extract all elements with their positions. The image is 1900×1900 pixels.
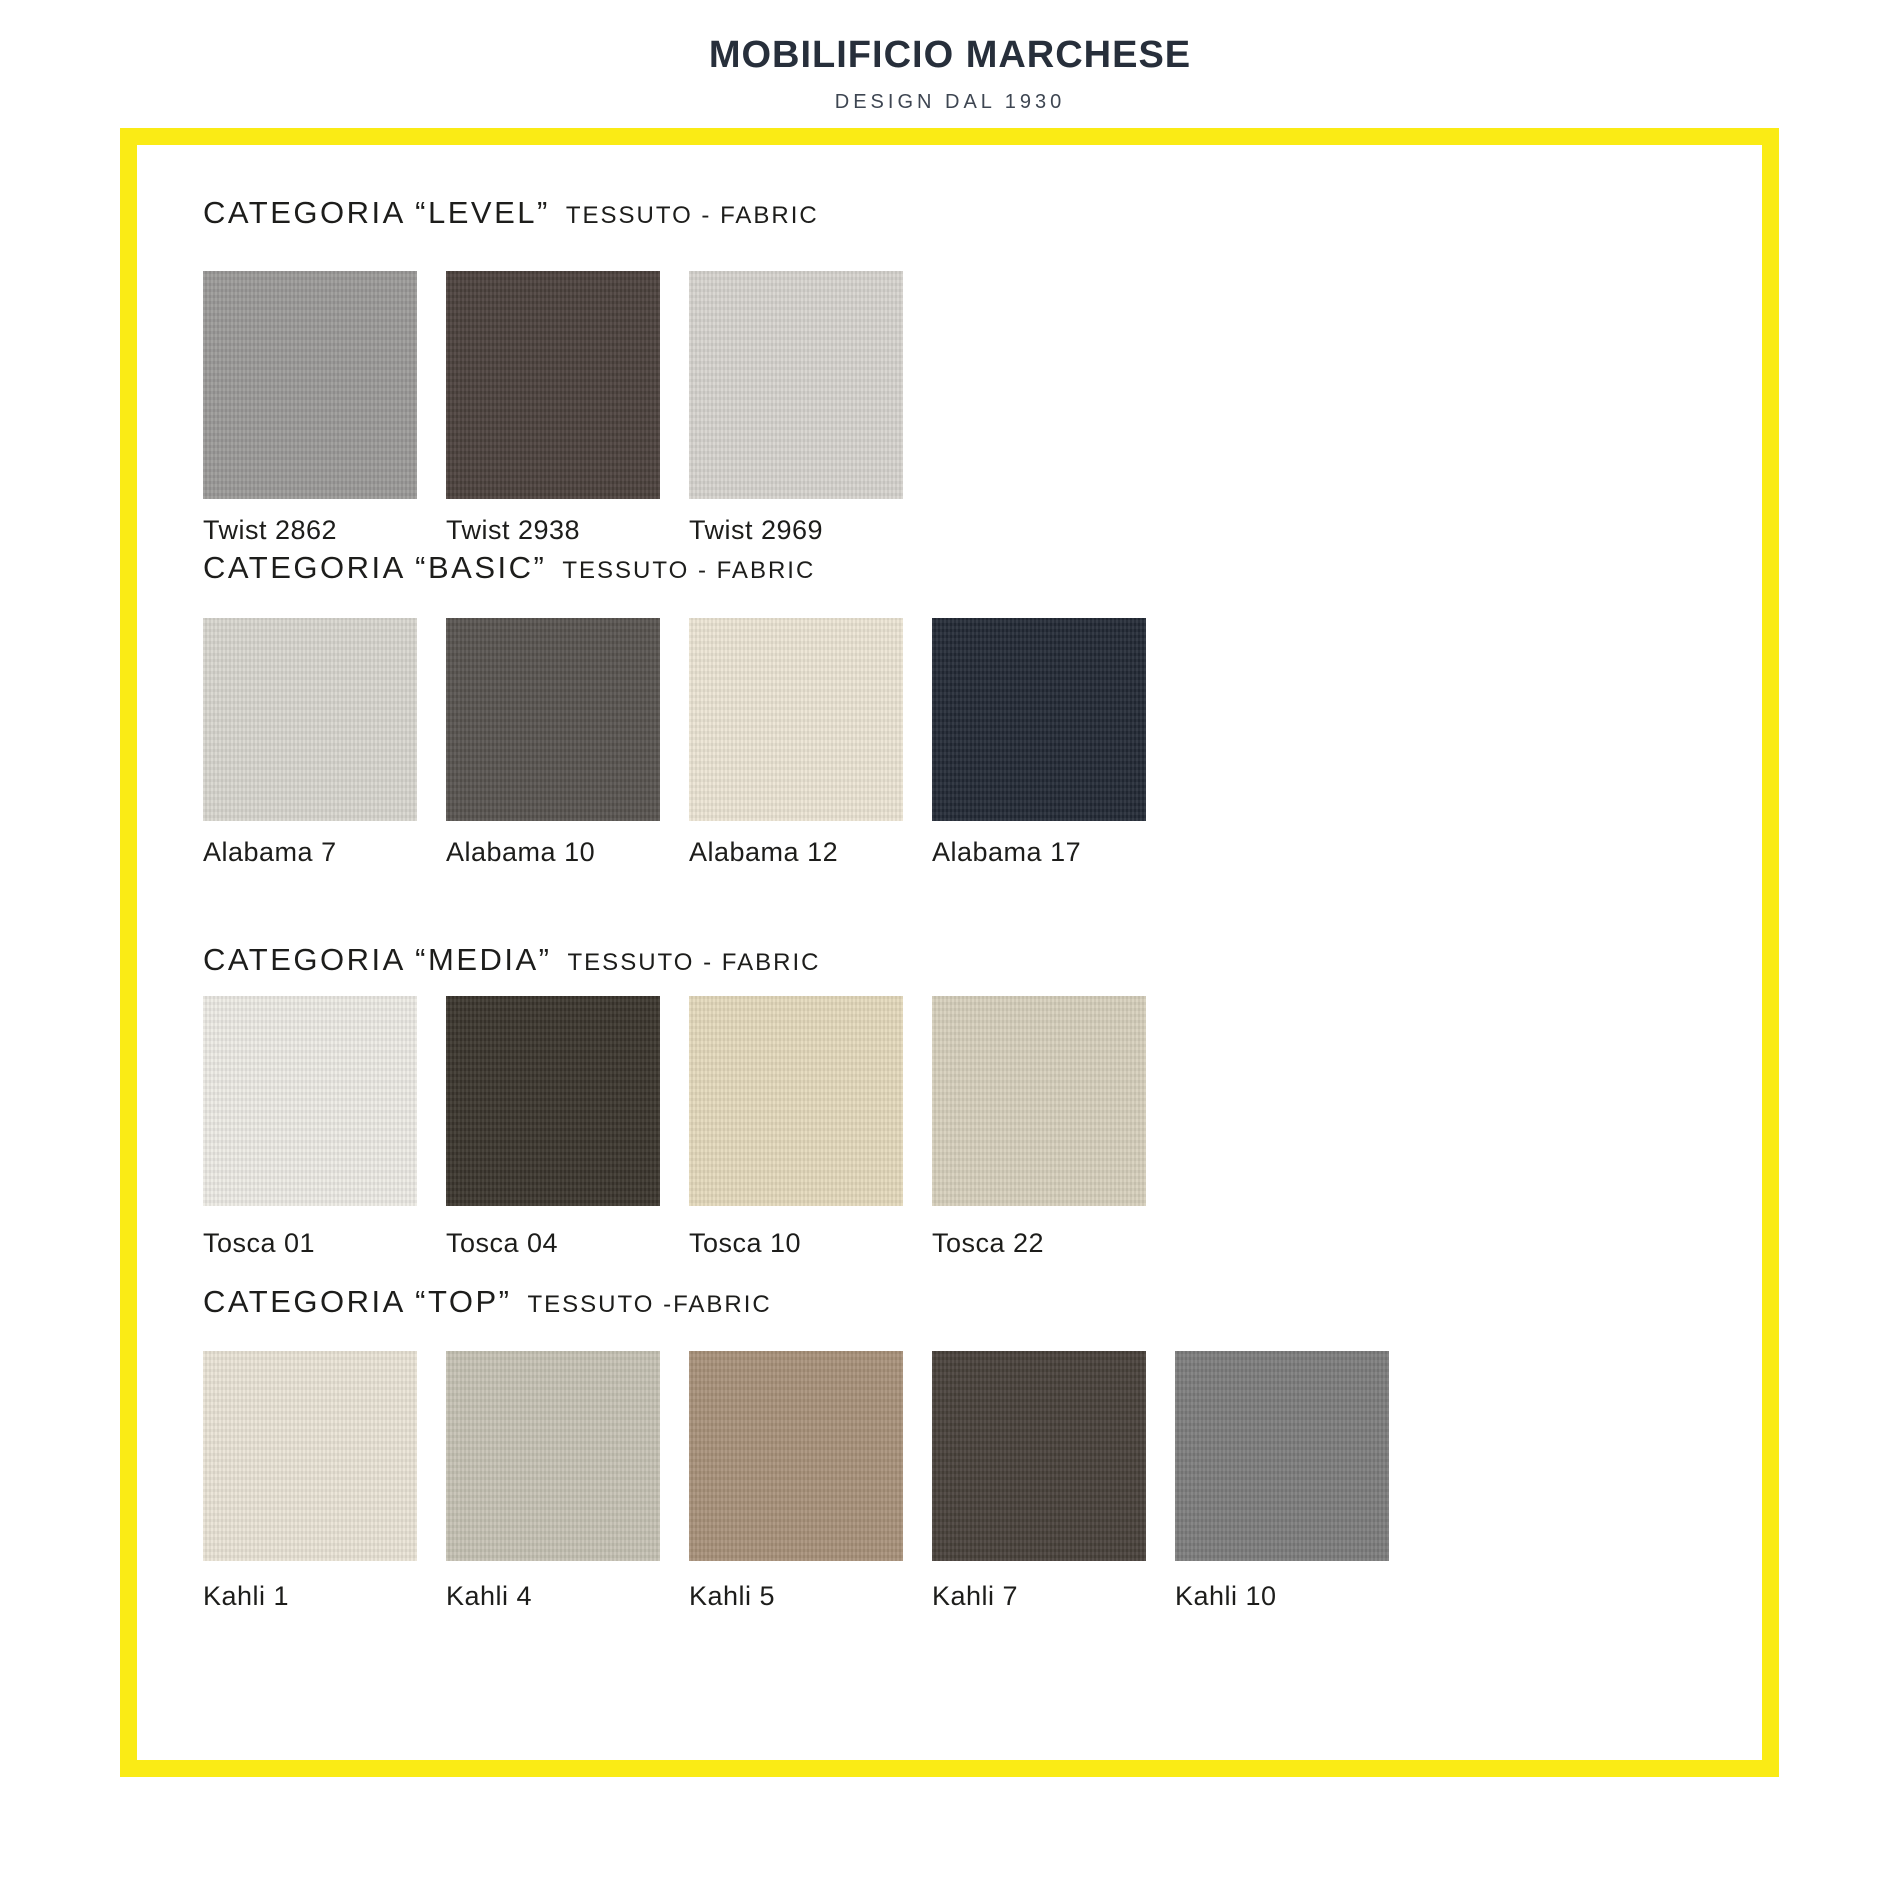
fabric-swatch-image	[689, 1351, 903, 1561]
swatch-label: Kahli 4	[446, 1581, 533, 1611]
fabric-category-section	[203, 941, 1146, 1259]
fabric-swatch	[689, 996, 903, 1259]
section-title: CATEGORIA “BASIC”	[203, 550, 547, 585]
section-title: CATEGORIA “LEVEL”	[203, 195, 550, 230]
section-header	[203, 549, 1146, 590]
fabric-swatch-image	[203, 996, 417, 1206]
fabric-swatch-image	[932, 996, 1146, 1206]
swatch-label: Tosca 10	[689, 1228, 802, 1258]
swatch-label: Twist 2969	[689, 515, 824, 545]
section-header	[203, 941, 1146, 982]
fabric-swatch-image	[446, 1351, 660, 1561]
fabric-swatch	[1175, 1351, 1389, 1612]
fabric-swatch	[203, 618, 417, 868]
section-header	[203, 1283, 1389, 1324]
fabric-swatch	[446, 271, 660, 546]
section-subtitle: TESSUTO - FABRIC	[565, 202, 819, 229]
fabric-swatch-image	[446, 271, 660, 499]
swatch-label: Twist 2938	[446, 515, 581, 545]
fabric-swatch-image	[446, 996, 660, 1206]
fabric-category-section	[203, 549, 1146, 868]
fabric-swatch-image	[932, 1351, 1146, 1561]
swatch-label: Kahli 10	[1175, 1581, 1277, 1611]
fabric-swatch	[446, 1351, 660, 1612]
swatch-label: Alabama 12	[689, 837, 839, 867]
fabric-swatch	[689, 1351, 903, 1612]
fabric-swatch	[932, 1351, 1146, 1612]
swatch-label: Alabama 7	[203, 837, 337, 867]
fabric-swatch-image	[203, 618, 417, 821]
fabric-swatch	[446, 618, 660, 868]
fabric-category-section	[203, 194, 903, 546]
section-title: CATEGORIA “TOP”	[203, 1284, 512, 1319]
fabric-swatch-image	[203, 271, 417, 499]
fabric-swatch-image	[689, 271, 903, 499]
swatch-row	[203, 1351, 1389, 1612]
fabric-swatch	[203, 1351, 417, 1612]
swatch-label: Kahli 5	[689, 1581, 776, 1611]
section-title: CATEGORIA “MEDIA”	[203, 942, 552, 977]
fabric-swatch	[446, 996, 660, 1259]
swatch-label: Alabama 17	[932, 837, 1082, 867]
fabric-swatch	[203, 271, 417, 546]
swatch-label: Tosca 04	[446, 1228, 559, 1258]
brand-tagline: DESIGN DAL 1930	[834, 91, 1066, 113]
swatch-label: Tosca 01	[203, 1228, 316, 1258]
swatch-label: Twist 2862	[203, 515, 338, 545]
fabric-category-section	[203, 1283, 1389, 1612]
fabric-swatch	[932, 996, 1146, 1259]
fabric-swatch-image	[689, 618, 903, 821]
swatch-label: Kahli 7	[932, 1581, 1019, 1611]
fabric-swatch	[689, 618, 903, 868]
fabric-swatch-image	[1175, 1351, 1389, 1561]
section-subtitle: TESSUTO -FABRIC	[527, 1291, 772, 1318]
swatch-label: Alabama 10	[446, 837, 596, 867]
swatch-row	[203, 618, 1146, 868]
section-header	[203, 194, 903, 235]
fabric-swatch	[689, 271, 903, 546]
swatch-row	[203, 996, 1146, 1259]
section-subtitle: TESSUTO - FABRIC	[562, 557, 816, 584]
fabric-swatch-image	[689, 996, 903, 1206]
section-subtitle: TESSUTO - FABRIC	[567, 949, 821, 976]
fabric-swatch-image	[446, 618, 660, 821]
fabric-swatch-image	[203, 1351, 417, 1561]
swatch-row	[203, 271, 903, 546]
fabric-swatch-image	[932, 618, 1146, 821]
brand-logo: MOBILIFICIO MARCHESE	[708, 34, 1192, 76]
swatch-label: Tosca 22	[932, 1228, 1045, 1258]
fabric-swatch	[932, 618, 1146, 868]
swatch-label: Kahli 1	[203, 1581, 290, 1611]
fabric-swatch	[203, 996, 417, 1259]
